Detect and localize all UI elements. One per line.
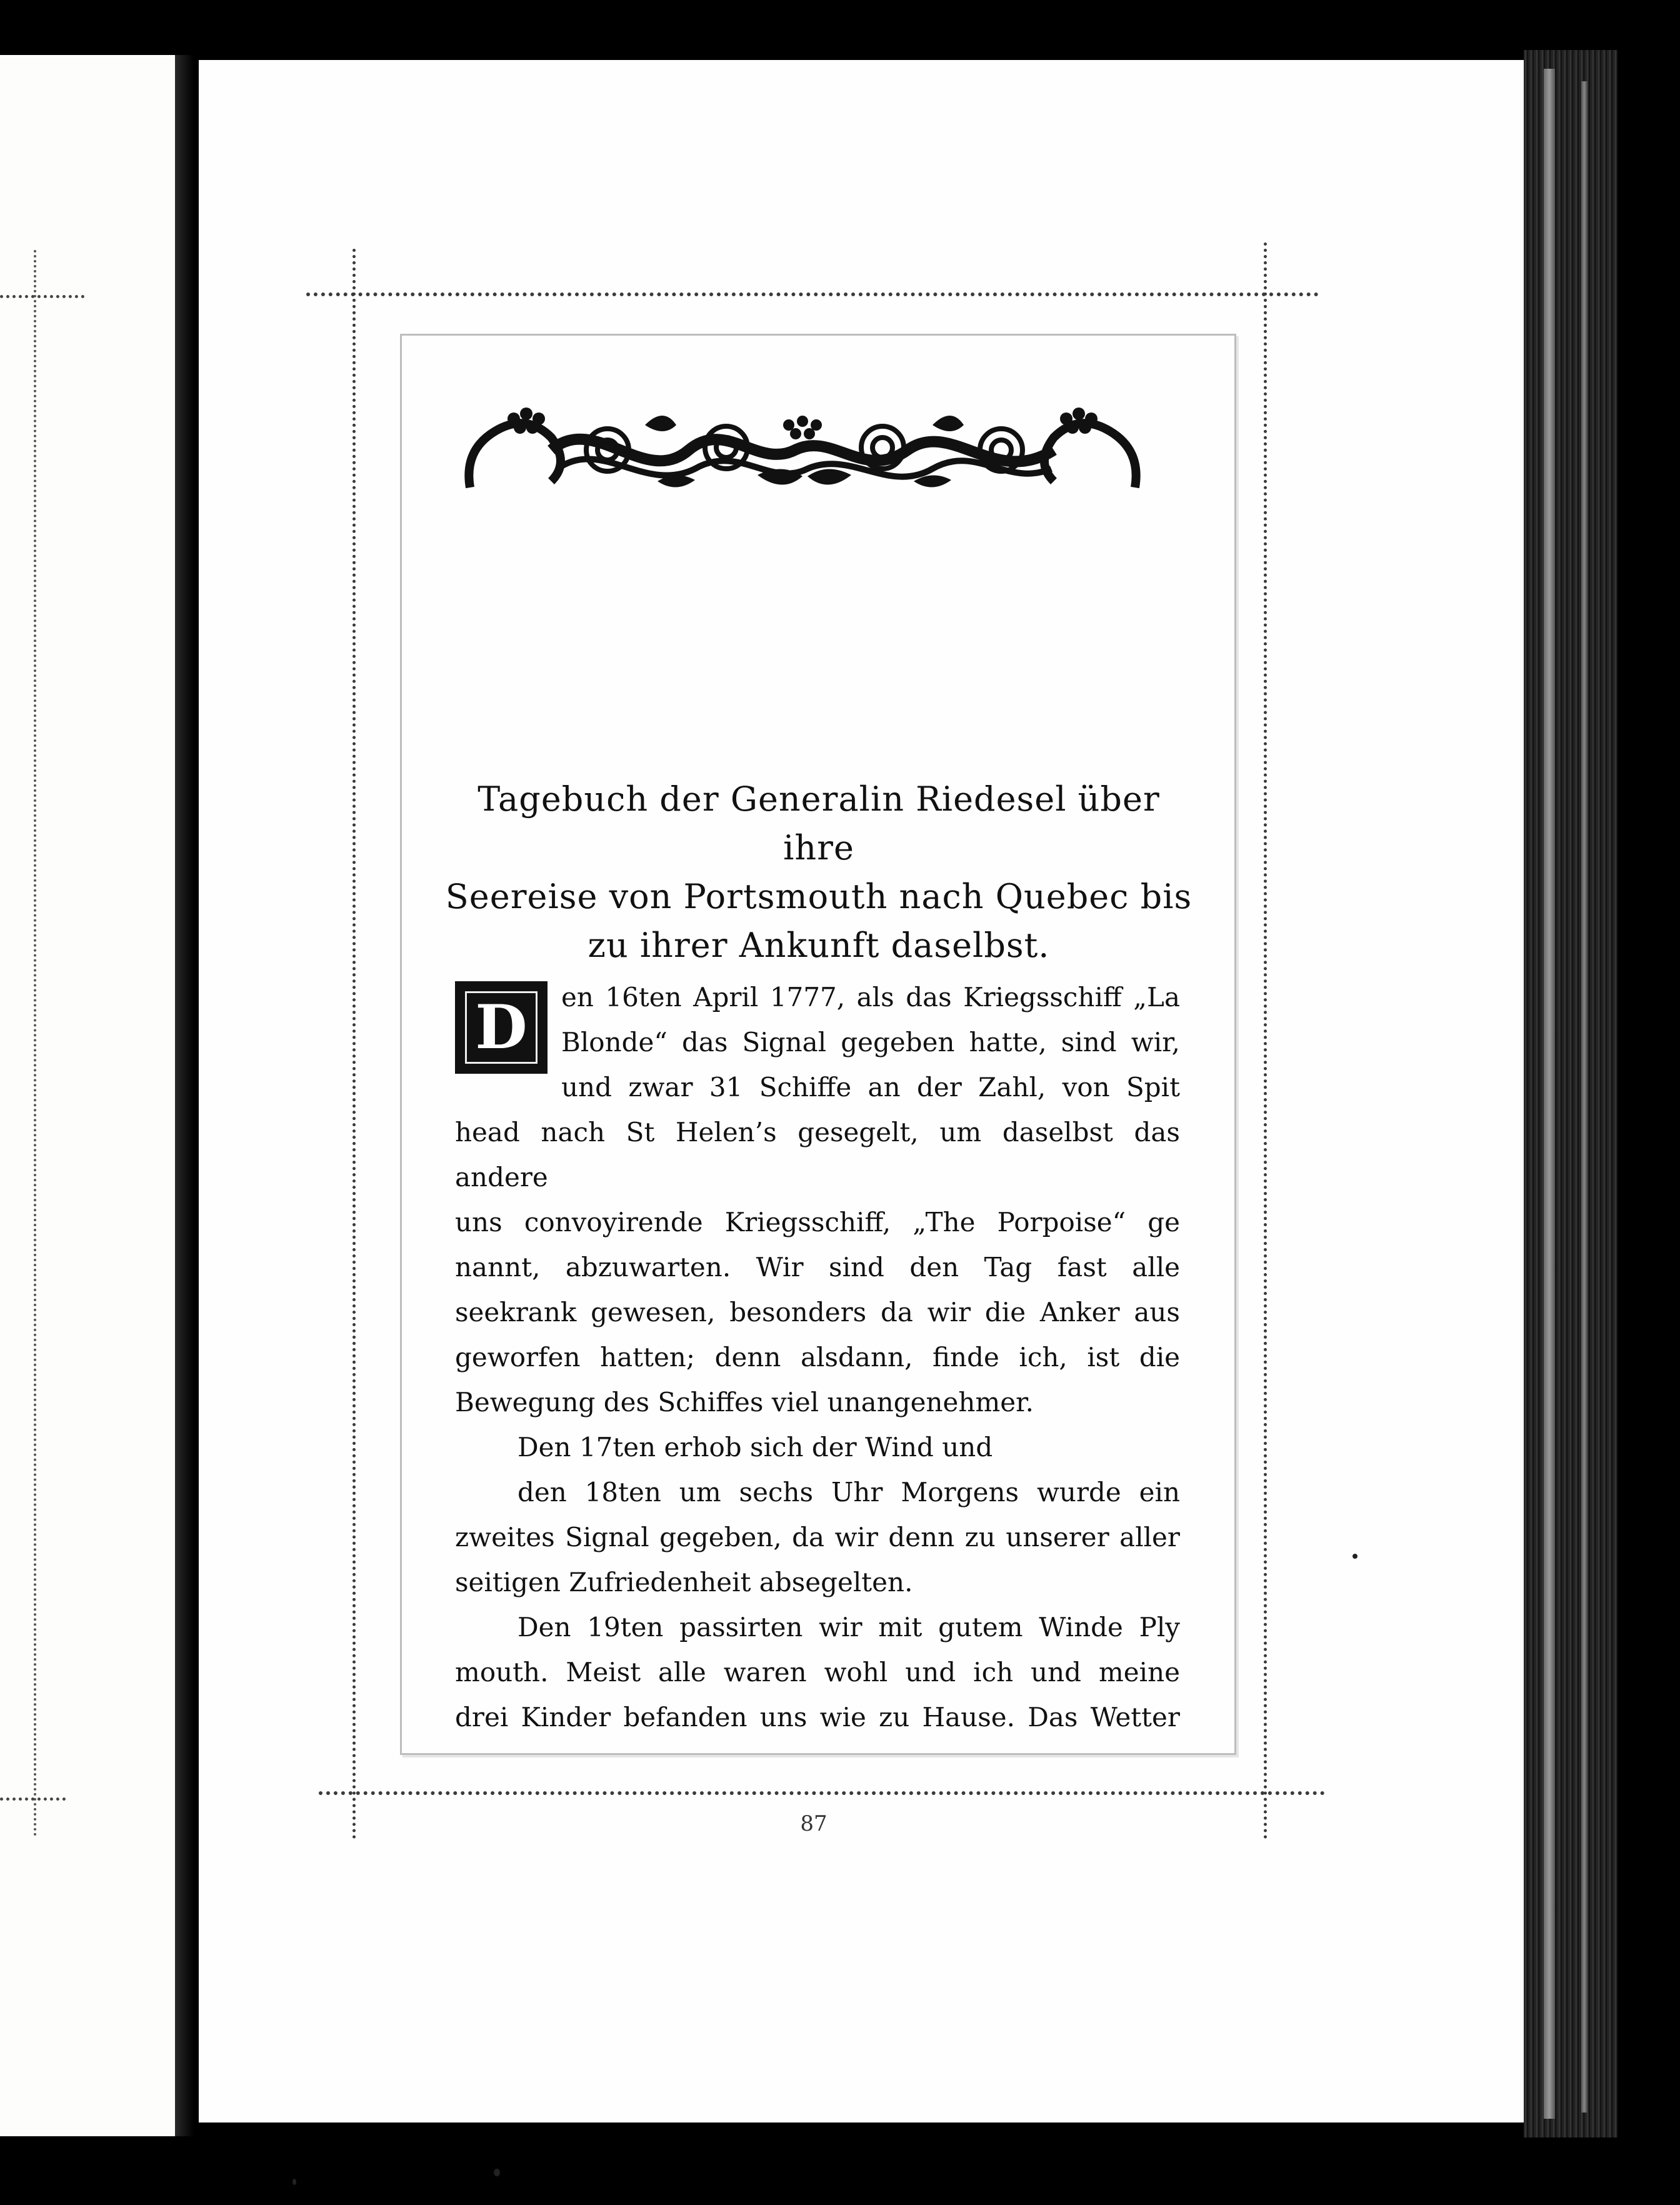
left-crop-mark (0, 1798, 66, 1801)
vine-ornament-icon (458, 400, 1148, 500)
text-line: seekrank gewesen, besonders da wir die Anker aus (455, 1297, 1180, 1328)
crop-mark-left (352, 249, 356, 1840)
drop-cap-letter: D (465, 991, 538, 1064)
title-line: Tagebuch der Generalin Riedesel über ihre (478, 779, 1160, 868)
text-line: uns convoyirende Kriegsschiff, „The Porpoise“ ge (455, 1207, 1180, 1238)
text-line: Bewegung des Schiffes viel unangenehmer. (455, 1387, 1034, 1418)
left-crop-mark (0, 295, 84, 298)
crop-mark-bottom (319, 1791, 1325, 1795)
paragraph (455, 975, 1180, 1425)
ornamental-headpiece (458, 400, 1148, 500)
scan-speck (292, 2179, 296, 2185)
paragraph (455, 1605, 1180, 1740)
scan-speck (1352, 1554, 1358, 1559)
page-edge-highlight (1581, 81, 1588, 2112)
text-line: den 18ten um sechs Uhr Morgens wurde ein (518, 1477, 1180, 1508)
scan-speck (494, 2169, 500, 2176)
left-crop-mark (34, 250, 36, 1838)
crop-mark-right (1264, 242, 1267, 1840)
body-text (455, 975, 1180, 1740)
page-edges (1524, 50, 1618, 2138)
text-line: geworfen hatten; denn alsdann, finde ich, ist die (455, 1342, 1180, 1372)
left-page-gutter (175, 55, 194, 2136)
chapter-title (438, 775, 1200, 970)
left-page (0, 55, 175, 2136)
paragraph (455, 1470, 1180, 1605)
page-edge-highlight (1544, 69, 1555, 2119)
title-line: Seereise von Portsmouth nach Quebec bis (445, 877, 1192, 916)
text-line: Den 19ten passirten wir mit gutem Winde Ply (518, 1612, 1180, 1642)
crop-mark-top (306, 292, 1319, 296)
text-line: zweites Signal gegeben, da wir denn zu unserer aller (455, 1522, 1180, 1552)
text-line: seitigen Zufriedenheit absegelten. (455, 1567, 913, 1598)
text-line: head nach St Helen’s gesegelt, um daselbst das andere (455, 1117, 1180, 1192)
paragraph (455, 1425, 1180, 1470)
page-number: 87 (800, 1811, 828, 1836)
text-line: Blonde“ das Signal gegeben hatte, sind wir, (561, 1027, 1180, 1058)
text-line: mouth. Meist alle waren wohl und ich und meine (455, 1657, 1180, 1688)
text-line: und zwar 31 Schiffe an der Zahl, von Spit (561, 1072, 1180, 1102)
text-line: drei Kinder befanden uns wie zu Hause. Das Wetter (455, 1702, 1180, 1732)
text-line: en 16ten April 1777, als das Kriegsschiff „La (561, 982, 1180, 1012)
title-line: zu ihrer Ankunft daselbst. (588, 926, 1050, 965)
text-line: nannt, abzuwarten. Wir sind den Tag fast alle (455, 1252, 1180, 1282)
drop-cap (455, 981, 548, 1074)
text-line: Den 17ten erhob sich der Wind und (518, 1432, 993, 1462)
